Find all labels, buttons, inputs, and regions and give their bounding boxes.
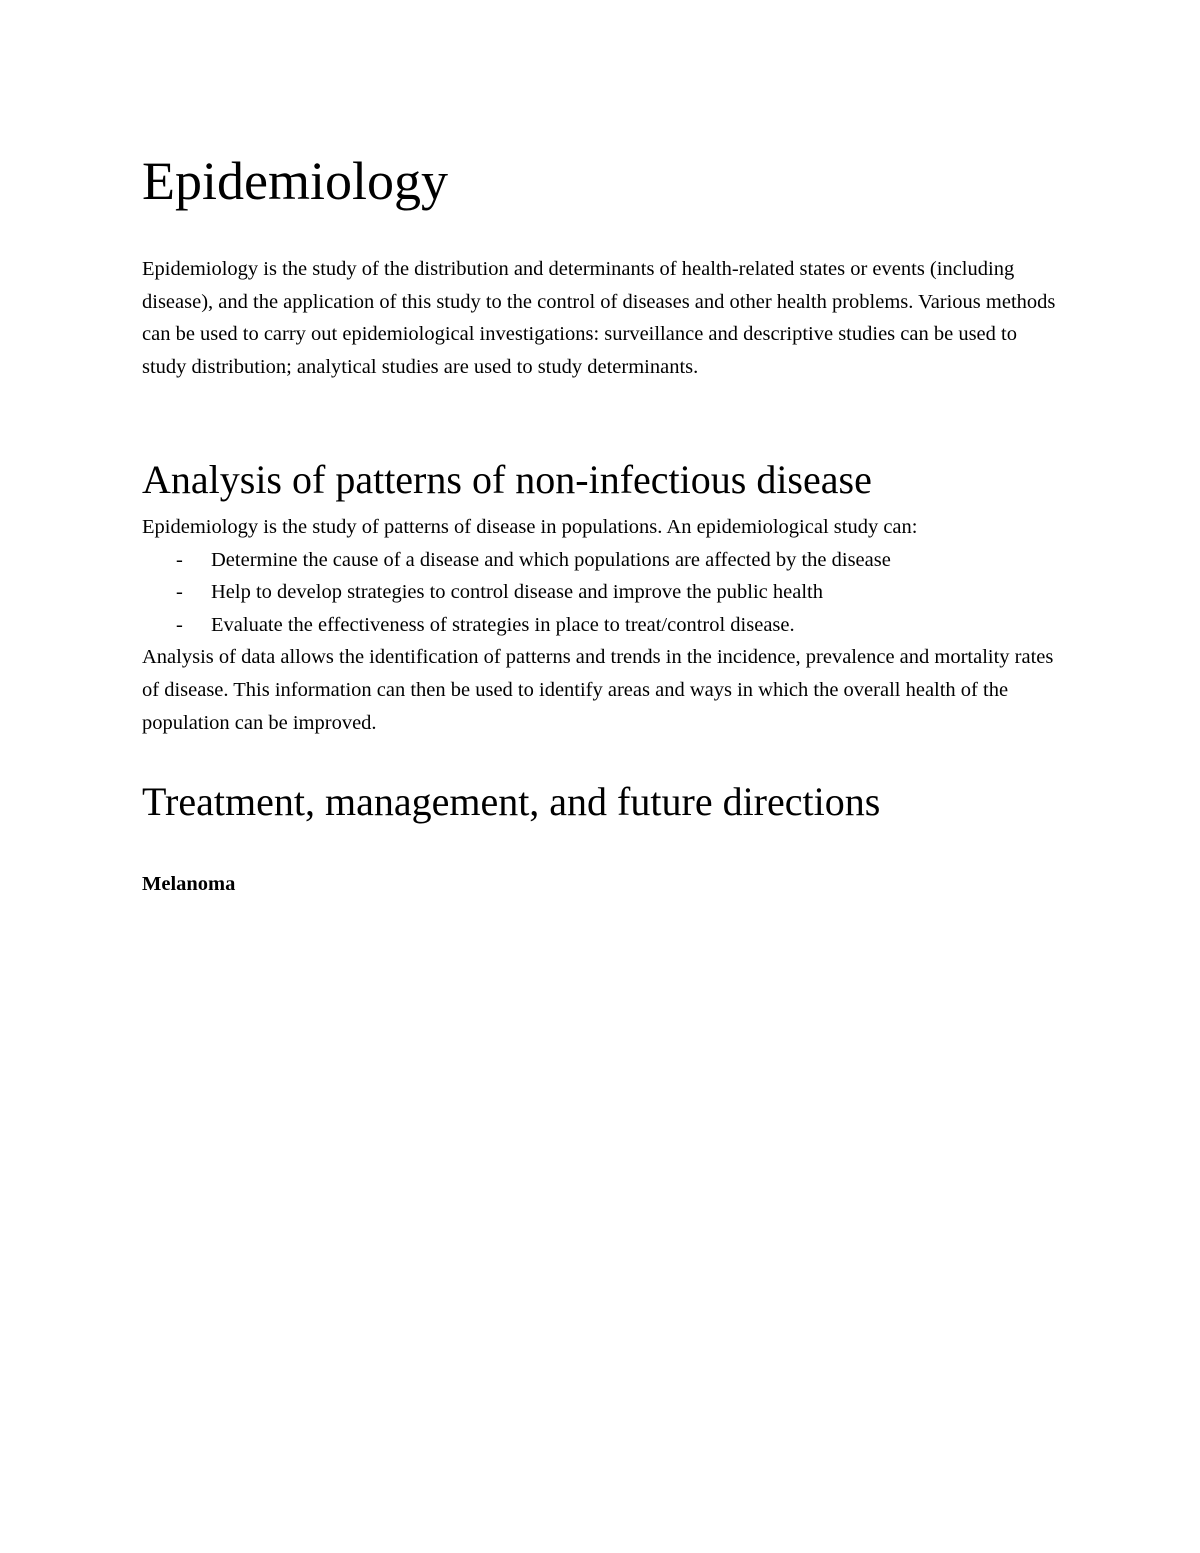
- treatment-heading: Treatment, management, and future directions: [142, 779, 881, 824]
- document-title: Epidemiology: [142, 151, 448, 211]
- melanoma-subheading: Melanoma: [142, 873, 236, 895]
- analysis-closing-paragraph: Analysis of data allows the identification of patterns and trends in the incidence, prevalence and mortality rates of disease. This information can then be used to identify areas and ways in which the overall health of the population can be improved.: [142, 646, 1054, 734]
- analysis-section-body: [142, 511, 1062, 739]
- list-item: [142, 576, 1062, 609]
- list-item: [142, 609, 1062, 642]
- analysis-heading: Analysis of patterns of non-infectious disease: [142, 457, 872, 502]
- dash-bullet-icon: -: [176, 581, 183, 604]
- intro-paragraph: Epidemiology is the study of the distribution and determinants of health-related states or events (including disease), and the application of this study to the control of diseases and other health problems. Various methods can be used to carry out epidemiological investigations: surveillance and descriptive studies can be used to study distribution; analytical studies are used to study determinants.: [142, 258, 1056, 378]
- dash-bullet-icon: -: [176, 548, 183, 571]
- dash-bullet-icon: -: [176, 613, 183, 636]
- list-item-text: Determine the cause of a disease and which populations are affected by the disease: [211, 548, 891, 571]
- analysis-bullet-list: [142, 544, 1062, 642]
- list-item-text: Help to develop strategies to control disease and improve the public health: [211, 581, 823, 604]
- list-item: [142, 544, 1062, 577]
- analysis-lead-paragraph: Epidemiology is the study of patterns of disease in populations. An epidemiological study can:: [142, 516, 918, 538]
- list-item-text: Evaluate the effectiveness of strategies in place to treat/control disease.: [211, 613, 795, 636]
